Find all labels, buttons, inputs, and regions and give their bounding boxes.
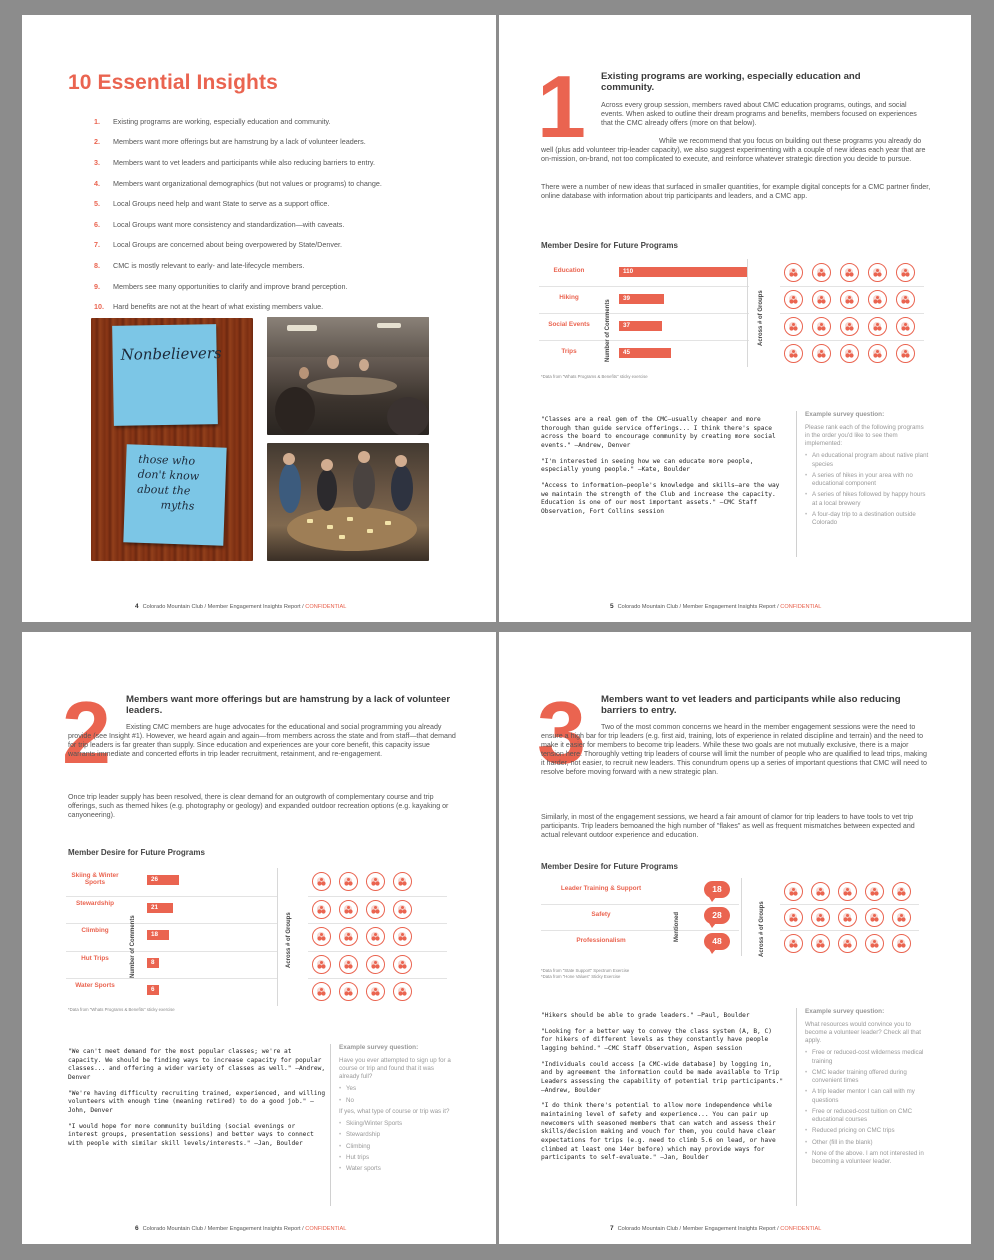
insight-text: Hard benefits are not at the heart of what existing members value. [113, 302, 324, 312]
page-4 [22, 15, 496, 622]
survey-box: Example survey question: Please rank each of the following programs in the order you'd like to see them implemented: • An educational program about native plant species • A series of hikes in your area with no educational component • A series of hikes followed by happy hours at a local brewery • A four-day trip to a destination outside Colorado [796, 411, 930, 557]
group-icon [840, 344, 859, 363]
quotes [68, 1048, 328, 1156]
section-title: Existing programs are working, especially education and community. [601, 71, 861, 94]
survey-option: • CMC leader training offered during convenient times [805, 1069, 930, 1086]
group-icon [896, 344, 915, 363]
row-divider [308, 923, 447, 924]
group-icon [812, 263, 831, 282]
quote: "We're having difficulty recruiting trained, experienced, and willing volunteers with enough time (meaning retired) to do a good job." —John, Denver [68, 1089, 326, 1115]
axis-divider [277, 868, 278, 1006]
bar: 45 [619, 348, 671, 358]
sticky-note-nonbelievers: Nonbelievers [112, 324, 218, 426]
survey-option: • Climbing [339, 1143, 455, 1151]
axis-label-right: Across # of Groups [759, 901, 765, 957]
row-divider [66, 978, 277, 979]
paragraph: Once trip leader supply has been resolved, there is clear demand for an outgrowth of complementary course and trip offerings, such as themed hikes (e.g. photography or geology) and expanded outdoor recreation options (e.g. kayaking or canyoneering). [68, 793, 449, 819]
chart-title: Member Desire for Future Programs [541, 241, 678, 250]
group-icon [393, 872, 412, 891]
survey-option: • None of the above. I am not interested in becoming a volunteer leader. [805, 1150, 930, 1167]
bar: 18 [147, 930, 169, 940]
group-icon [840, 290, 859, 309]
axis-label-left: Number of Comments [130, 915, 136, 978]
group-icon [366, 955, 385, 974]
group-icon [339, 955, 358, 974]
axis-label-left: Number of Comments [605, 299, 611, 362]
survey-options [339, 1085, 455, 1105]
insight-number: 1 [537, 57, 586, 156]
group-icon [892, 908, 911, 927]
axis-label-right: Across # of Groups [758, 290, 764, 346]
survey-option: • No [339, 1097, 455, 1105]
row-divider [66, 951, 277, 952]
chart-note: *Data from "Whats Programs & Benefits" sticky exercise [68, 1007, 175, 1012]
category-label: Skiing & Winter Sports [71, 872, 119, 887]
survey-option: • Yes [339, 1085, 455, 1093]
chart-title: Member Desire for Future Programs [541, 862, 678, 871]
chart-title: Member Desire for Future Programs [68, 848, 205, 857]
insight-item [94, 255, 474, 276]
paragraph: Similarly, in most of the engagement sessions, we heard a fair amount of clamor for trip leaders to have tools to vet trip participants. Trip leaders bemoaned the high number of "flakes" as well as frequent mismatches between expected and actual relevant outdoor experience and education. [541, 813, 915, 839]
category-label: Social Events [548, 321, 590, 328]
category-label: Hiking [559, 294, 579, 301]
group-icon [865, 908, 884, 927]
row-divider [66, 923, 277, 924]
survey-options [805, 1049, 930, 1166]
insight-number: 9. [94, 281, 100, 291]
insight-number: 4. [94, 178, 100, 188]
axis-divider [747, 259, 748, 367]
insight-text: Local Groups need help and want State to serve as a support office. [113, 199, 330, 209]
sticky-note-myths: those who don't know about the myths [123, 444, 226, 545]
group-icon [868, 290, 887, 309]
paragraph: Across every group session, members raved about CMC education programs, outings, and social events. When asked to outline their dream programs and benefits, members focused on experiences that the CMC already offers (more on that below). [601, 101, 917, 127]
category-label: Climbing [81, 927, 109, 934]
group-icon [811, 882, 830, 901]
category-label: Education [553, 267, 585, 274]
quote: "Access to information—people's knowledge and skills—are the way we maintain the strength of the Club and increase the capacity. Education is one of our most important assets." —CMC Staff Observation, Fort Collins session [541, 482, 780, 516]
axis-divider [741, 878, 742, 956]
quote: "I would hope for more community building (social evenings or interest groups, presentation sessions) and better ways to connect with people with similar skill levels/interests." —Jan, Boulder [68, 1122, 314, 1148]
group-icon [865, 934, 884, 953]
group-icon [892, 934, 911, 953]
quote: "We can't meet demand for the most popular classes; we're at capacity. We should be finding ways to increase capacity for popular classes... and offering a wider variety of classes as well." —Andrew, Denver [68, 1048, 326, 1082]
page-title: 10 Essential Insights [68, 71, 278, 94]
row-divider [780, 286, 924, 287]
axis-label-right: Across # of Groups [286, 912, 292, 968]
category-label: Trips [561, 348, 577, 355]
insight-number: 7. [94, 240, 100, 250]
quote: "I do think there's potential to allow more independence while maintaining level of safety and experience... You can pair up newcomers with seasoned members that can watch and assess their skills/decision making and vouch for them, you could have clear expectations for trips (e.g. need to climb 5.6 on lead, or have climbed at least one 14er before) which may provide ways for participants to self-evaluate." —Jan, Boulder [541, 1102, 776, 1162]
category-label: Hut Trips [81, 954, 109, 962]
insight-item [94, 296, 474, 317]
row-divider [539, 313, 749, 314]
group-icon [312, 900, 331, 919]
insight-text: Members want organizational demographics (but not values or programs) to change. [113, 178, 382, 188]
page-footer: 5 Colorado Mountain Club / Member Engagement Insights Report / CONFIDENTIAL [610, 603, 822, 610]
count-bubble: 48 [704, 933, 730, 950]
group-icon [840, 317, 859, 336]
group-icon [366, 982, 385, 1001]
bar: 6 [147, 985, 159, 995]
group-icon [838, 882, 857, 901]
group-icon [393, 927, 412, 946]
group-icon [811, 908, 830, 927]
group-icon [784, 317, 803, 336]
insight-text: CMC is mostly relevant to early- and late-lifecycle members. [113, 260, 305, 270]
row-divider [541, 904, 739, 905]
insight-number: 5. [94, 199, 100, 209]
insight-number: 2. [94, 137, 100, 147]
page-footer: 7 Colorado Mountain Club / Member Engagement Insights Report / CONFIDENTIAL [610, 1225, 822, 1232]
row-divider [539, 286, 749, 287]
bar: 39 [619, 294, 664, 304]
row-divider [780, 340, 924, 341]
survey-option: • Other (fill in the blank) [805, 1139, 930, 1147]
group-icon [366, 900, 385, 919]
insight-text: Members want more offerings but are hamstrung by a lack of volunteer leaders. [113, 137, 366, 147]
row-divider [780, 904, 919, 905]
group-icon [896, 263, 915, 282]
insight-number: 8. [94, 260, 100, 270]
group-icon [811, 934, 830, 953]
count-bubble: 28 [704, 907, 730, 924]
group-icon [784, 882, 803, 901]
page-6 [22, 632, 496, 1244]
group-icon [840, 263, 859, 282]
chart-activity-desire [22, 632, 496, 1032]
group-icon [339, 982, 358, 1001]
survey-option: • Free or reduced-cost tuition on CMC educational courses [805, 1108, 930, 1125]
row-divider [308, 896, 447, 897]
group-icon [312, 955, 331, 974]
group-icon [838, 934, 857, 953]
survey-option: • Hut trips [339, 1154, 455, 1162]
chart-note: *Data from "Hone Values" Sticky Exercise [541, 974, 621, 979]
group-icon [784, 908, 803, 927]
bar: 26 [147, 875, 179, 885]
quote: "Hikers should be able to grade leaders." —Paul, Boulder [541, 1012, 750, 1019]
workshop-table-photo [267, 443, 429, 561]
insight-list [94, 111, 474, 317]
insight-item [94, 173, 474, 194]
insight-number: 3. [94, 157, 100, 167]
section-title: Members want more offerings but are hamstrung by a lack of volunteer leaders. [126, 694, 451, 717]
survey-option: • A trip leader mentor I can call with my questions [805, 1088, 930, 1105]
survey-option: • Water sports [339, 1165, 455, 1173]
axis-label-left: Mentioned [674, 912, 680, 942]
group-icon [366, 872, 385, 891]
survey-option: • A series of hikes followed by happy hours at a local brewery [805, 491, 930, 508]
row-divider [539, 340, 749, 341]
insight-number: 10. [94, 302, 104, 312]
row-divider [780, 930, 919, 931]
quote: "I'm interested in seeing how we can educate more people, especially young people." —Kate, Boulder [541, 457, 754, 474]
insight-number: 2 [62, 683, 111, 782]
row-divider [308, 978, 447, 979]
group-icon [892, 882, 911, 901]
paragraph: Existing CMC members are huge advocates for the educational and social programming you already provide (see Insight #1). However, we heard again and again—from members across the state and from staff—that demand for trip leaders is far greater than supply. Since education and experiences are your core benefit, this capacity issue warrants immediate and concerted efforts in trip leader recruitment, retainment, and re-engagement. [68, 723, 456, 758]
insight-item [94, 193, 474, 214]
insight-number: 6. [94, 219, 100, 229]
paragraph: While we recommend that you focus on building out these programs you already do well (plus add volunteer trip-leader capacity), we also suggest experimenting with a couple of new ideas each year that are on-mission, on-brand, not too complicated to execute, and reinforce whatever strategic direction you decide to pursue. [541, 137, 926, 163]
row-divider [308, 951, 447, 952]
section-title: Members want to vet leaders and participants while also reducing barriers to entry. [601, 694, 901, 717]
chart-note: *Data from "State Support" Spectrum Exercise [541, 968, 630, 973]
category-label: Safety [591, 911, 611, 918]
group-icon [812, 344, 831, 363]
group-icon [393, 955, 412, 974]
page-5 [499, 15, 971, 622]
insight-number: 3 [537, 683, 586, 782]
insight-text: Existing programs are working, especially education and community. [113, 116, 331, 126]
group-icon [339, 872, 358, 891]
page-7 [499, 632, 971, 1244]
group-icon [784, 934, 803, 953]
quote: "Looking for a better way to convey the class system (A, B, C) for hikers of different levels as they constantly have people lagging behind." —CMC Staff Observation, Aspen session [541, 1027, 772, 1053]
group-icon [812, 290, 831, 309]
group-icon [784, 344, 803, 363]
insight-item [94, 111, 474, 132]
survey-option: • An educational program about native plant species [805, 452, 930, 469]
row-divider [66, 896, 277, 897]
bar: 37 [619, 321, 662, 331]
group-icon [339, 927, 358, 946]
bar: 8 [147, 958, 159, 968]
survey-options [339, 1120, 455, 1173]
group-icon [312, 872, 331, 891]
survey-option: • Skiing/Winter Sports [339, 1120, 455, 1128]
category-label: Water Sports [75, 982, 115, 989]
page-footer: 6 Colorado Mountain Club / Member Engagement Insights Report / CONFIDENTIAL [135, 1225, 347, 1232]
quote: "Classes are a real gem of the CMC—usually cheaper and more thorough than guide service offerings... I think there's space across the board to encourage community by creating more social events." —Andrew, Denver [541, 416, 776, 450]
category-label: Professionalism [576, 937, 626, 944]
insight-item [94, 214, 474, 235]
survey-option: • A four-day trip to a destination outside Colorado [805, 511, 930, 528]
row-divider [541, 930, 739, 931]
count-bubble: 18 [704, 881, 730, 898]
chart-program-desire [499, 15, 971, 415]
page-footer: 4 Colorado Mountain Club / Member Engagement Insights Report / CONFIDENTIAL [135, 603, 347, 610]
insight-text: Local Groups want more consistency and standardization—with caveats. [113, 219, 345, 229]
group-icon [312, 982, 331, 1001]
insight-number: 1. [94, 116, 100, 126]
category-label: Leader Training & Support [560, 885, 642, 892]
group-icon [312, 927, 331, 946]
insight-item [94, 132, 474, 153]
insight-text: Members want to vet leaders and participants while also reducing barriers to entry. [113, 157, 375, 167]
survey-box: Example survey question: Have you ever attempted to sign up for a course or trip and found that it was already full? • Yes • No If yes, what type of course or trip was it? • Skiing/Winter Sports • Stewardship • Climbing • Hut trips • Water sports [330, 1044, 455, 1206]
paragraph: There were a number of new ideas that surfaced in smaller quantities, for example digital concepts for a CMC partner finder, online database with information about trip participants and leaders, and a CMC app. [541, 183, 931, 200]
group-icon [784, 290, 803, 309]
row-divider [780, 313, 924, 314]
insight-text: Local Groups are concerned about being overpowered by State/Denver. [113, 240, 342, 250]
survey-option: • Stewardship [339, 1131, 455, 1139]
group-icon [868, 263, 887, 282]
survey-option: • A series of hikes in your area with no educational component [805, 472, 930, 489]
group-icon [393, 982, 412, 1001]
group-icon [812, 317, 831, 336]
quote: "Individuals could access [a CMC-wide database] by logging in, and by agreement the information could be made available to Trip Leaders assessing the capability of potential trip participants." —Andrew, Boulder [541, 1060, 784, 1094]
group-icon [896, 317, 915, 336]
group-icon [339, 900, 358, 919]
group-icon [868, 317, 887, 336]
group-icon [896, 290, 915, 309]
survey-box: Example survey question: What resources would convince you to become a volunteer leader? Check all that apply. • Free or reduced-cost wilderness medical training • CMC leader training offered during convenient times • A trip leader mentor I can call with my questions • Free or reduced-cost tuition on CMC educational courses • Reduced pricing on CMC trips • Other (fill in the blank) • None of the above. I am not interested in becoming a volunteer leader. [796, 1008, 930, 1206]
group-icon [393, 900, 412, 919]
insight-item [94, 235, 474, 256]
insight-text: Members see many opportunities to clarify and improve brand perception. [113, 281, 348, 291]
group-icon [865, 882, 884, 901]
survey-option: • Reduced pricing on CMC trips [805, 1127, 930, 1135]
paragraph: Two of the most common concerns we heard in the member engagement sessions were the need to ensure a high bar for trip leaders (e.g. first aid, training, lots of experience in related discipline and terrain) and the need to make it easier for members to become trip leaders. While these two goals are not mutually exclusive, there is a major tension here. Thoroughly vetting trip leaders of course will limit the number of people who are qualified to lead trips, making it harder, not easier, to recruit new leaders. This conundrum opens up a series of important questions that CMC will need to resolve before moving forward with a new strategic plan. [541, 723, 927, 776]
meeting-room-photo [267, 317, 429, 435]
group-icon [366, 927, 385, 946]
chart-note: *Data from "Whats Programs & Benefits" sticky exercise [541, 374, 648, 379]
quotes [541, 1012, 786, 1170]
sticky-notes-photo [91, 318, 253, 561]
group-icon [838, 908, 857, 927]
category-label: Stewardship [76, 899, 114, 907]
group-icon [868, 344, 887, 363]
survey-options [805, 452, 930, 527]
insight-item [94, 276, 474, 297]
quotes [541, 416, 781, 524]
bar: 21 [147, 903, 173, 913]
bar: 110 [619, 267, 747, 277]
insight-item [94, 152, 474, 173]
group-icon [784, 263, 803, 282]
survey-option: • Free or reduced-cost wilderness medical training [805, 1049, 930, 1066]
